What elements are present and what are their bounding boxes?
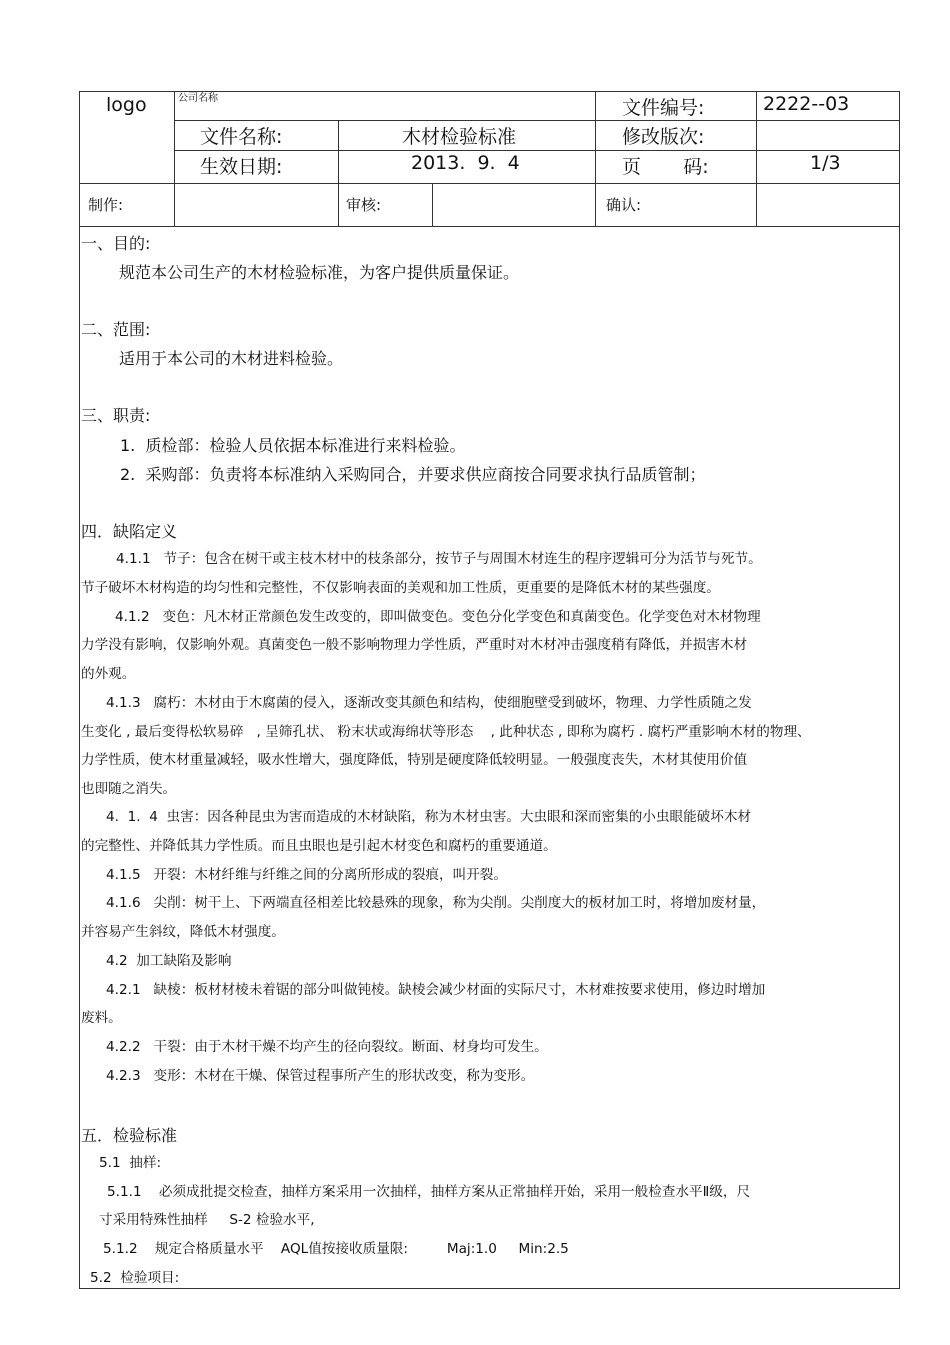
line-4-1-6-b: 并容易产生斜纹，降低木材强度。 xyxy=(81,924,285,940)
line-4-1-4-a: 4. 1. 4 虫害：因各种昆虫为害而造成的木材缺陷，称为木材虫害。大虫眼和深而密集的小虫眼能破坏木材 xyxy=(106,809,752,825)
page-label: 页 码: xyxy=(622,156,709,178)
line-4-2-1-a: 4.2.1 缺棱：板材材棱未着锯的部分叫做钝棱。缺棱会减少材面的实际尺寸，木材难按要求使用，修边时增加 xyxy=(106,982,766,998)
section-3-item-1: 1. 质检部：检验人员依据本标准进行来料检验。 xyxy=(120,436,466,455)
line-5-1-1-b: 寸采用特殊性抽样 S-2 检验水平, xyxy=(99,1212,315,1228)
line-4-2-2: 4.2.2 干裂：由于木材干燥不均产生的径向裂纹。断面、材身均可发生。 xyxy=(106,1039,548,1055)
effective-date-label: 生效日期: xyxy=(200,156,283,178)
section-3-title: 三、职责: xyxy=(81,406,151,425)
doc-no-value: 2222--03 xyxy=(763,93,850,115)
line-4-1-2-a: 4.1.2 变色：凡木材正常颜色发生改变的，即叫做变色。变色分化学变色和真菌变色。化学变色对木材物理 xyxy=(115,609,761,625)
section-4-title: 四．缺陷定义 xyxy=(81,522,178,541)
logo: logo xyxy=(106,94,147,116)
header-rule-2 xyxy=(174,150,900,151)
line-5-1: 5.1 抽样: xyxy=(99,1155,162,1171)
line-5-2: 5.2 检验项目: xyxy=(90,1270,180,1286)
line-4-1-3-d: 也即随之消失。 xyxy=(81,781,177,797)
line-4-1-1-b: 节子破坏木材构造的均匀性和完整性，不仅影响表面的美观和加工性质，更重要的是降低木材的某些强度。 xyxy=(81,580,720,596)
page-value: 1/3 xyxy=(810,152,841,174)
line-5-1-2: 5.1.2 规定合格质量水平 AQL值按接收质量限: Maj:1.0 Min:2.5 xyxy=(103,1241,569,1257)
effective-date-value: 2013. 9. 4 xyxy=(411,152,520,174)
header-col-4 xyxy=(756,91,757,226)
header-rule-1 xyxy=(174,120,900,121)
signoff-col xyxy=(432,183,433,226)
header-col-1 xyxy=(174,91,175,226)
line-4-1-3-c: 力学性质，使木材重量减轻，吸水性增大，强度降低，特别是硬度降低较明显。一般强度丧失，木材其使用价值 xyxy=(81,752,748,768)
section-5-title: 五．检验标准 xyxy=(81,1126,178,1145)
line-4-1-1-a: 4.1.1 节子：包含在树干或主枝木材中的枝条部分，按节子与周围木材连生的程序逻辑可分为活节与死节。 xyxy=(116,551,762,567)
file-name-value: 木材检验标准 xyxy=(402,126,517,148)
header-col-3 xyxy=(595,91,596,226)
made-label: 制作: xyxy=(88,196,124,214)
line-4-2-3: 4.2.3 变形：木材在干燥、保管过程事所产生的形状改变，称为变形。 xyxy=(106,1068,535,1084)
line-4-1-6-a: 4.1.6 尖削：树干上、下两端直径相差比较悬殊的现象，称为尖削。尖削度大的板材加工时，将增加废材量， xyxy=(106,895,766,911)
section-1-text: 规范本公司生产的木材检验标准，为客户提供质量保证。 xyxy=(119,263,520,282)
line-4-2: 4.2 加工缺陷及影响 xyxy=(106,953,232,969)
line-4-1-2-c: 的外观。 xyxy=(81,666,136,682)
company-name: 公司名称 xyxy=(178,93,218,104)
file-name-label: 文件名称: xyxy=(200,126,283,148)
line-4-1-5: 4.1.5 开裂：木材纤维与纤维之间的分离所形成的裂痕，叫开裂。 xyxy=(106,867,507,883)
header-col-2 xyxy=(338,120,339,226)
line-4-2-1-b: 废料。 xyxy=(81,1010,122,1026)
signoff-rule xyxy=(79,226,900,227)
line-4-1-2-b: 力学没有影响，仅影响外观。真菌变色一般不影响物理力学性质，严重时对木材冲击强度稍有降低，并损害木材 xyxy=(81,637,748,653)
section-3-item-2: 2. 采购部：负责将本标准纳入采购同合，并要求供应商按合同要求执行品质管制； xyxy=(120,465,706,484)
confirm-label: 确认: xyxy=(606,196,642,214)
revision-label: 修改版次: xyxy=(622,126,705,148)
doc-no-label: 文件编号: xyxy=(622,97,705,119)
review-label: 审核: xyxy=(346,196,382,214)
line-5-1-1-a: 5.1.1 必须成批提交检查，抽样方案采用一次抽样，抽样方案从正常抽样开始，采用一般检查水平Ⅱ级，尺 xyxy=(107,1184,751,1200)
line-4-1-3-b: 生变化 , 最后变得松软易碎 , 呈筛孔状、 粉末状或海绵状等形态 , 此种状态 , 即称为腐朽 . 腐朽严重影响木材的物理、 xyxy=(81,724,811,740)
header-rule-3 xyxy=(79,183,900,184)
section-2-title: 二、范围: xyxy=(81,320,151,339)
line-4-1-4-b: 的完整性、并降低其力学性质。而且虫眼也是引起木材变色和腐朽的重要通道。 xyxy=(81,838,557,854)
section-1-title: 一、目的: xyxy=(81,234,151,253)
line-4-1-3-a: 4.1.3 腐朽：木材由于木腐菌的侵入，逐渐改变其颜色和结构，使细胞壁受到破坏，物理、力学性质随之发 xyxy=(106,695,752,711)
section-2-text: 适用于本公司的木材进料检验。 xyxy=(119,349,344,368)
